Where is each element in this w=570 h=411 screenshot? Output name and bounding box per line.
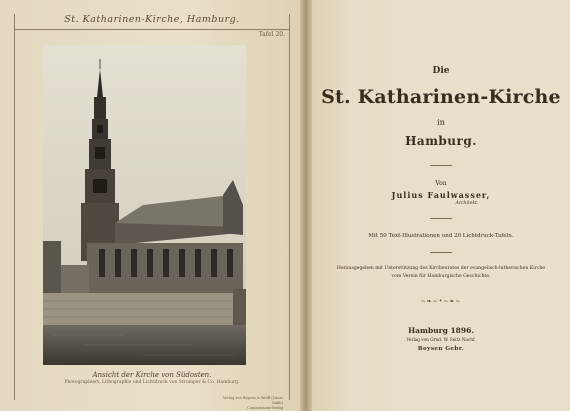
title-prefix: Die bbox=[432, 66, 450, 76]
header-rule bbox=[15, 29, 289, 30]
printer-line-2: Commissions-Verlag bbox=[247, 406, 283, 410]
plate-number: Tafel 20. bbox=[258, 31, 285, 38]
plate-caption: Ansicht der Kirche von Südosten. bbox=[92, 371, 212, 379]
author-divider bbox=[430, 218, 452, 219]
printer-note bbox=[213, 396, 283, 411]
illustrations-note: Mit 50 Text-Illustrationen und 20 Lichtdruck-Tafeln. bbox=[368, 233, 514, 239]
publisher-note-1: Herausgegeben mit Unterstützung des Kirchenrates der evangelisch-lutherischen Kirche bbox=[336, 266, 546, 271]
by-label: Von bbox=[435, 180, 447, 187]
illus-divider bbox=[430, 252, 452, 253]
title-city: Hamburg. bbox=[405, 134, 477, 148]
printer-line-1: Verlag von Boysen & Wolff (Lucas Gräfe) bbox=[222, 396, 283, 405]
place-year: Hamburg 1896. bbox=[408, 326, 474, 335]
title-divider bbox=[430, 165, 452, 166]
ornament-divider: ~❧~•~❧~ bbox=[420, 298, 462, 305]
title-in: in bbox=[437, 118, 445, 127]
author-role: Architekt. bbox=[455, 201, 479, 206]
book-title: St. Katharinen-Kirche bbox=[321, 86, 561, 108]
plate-frame bbox=[14, 14, 290, 410]
photo-credit: Photographiert, Lithographie und Lichtdruck von Strumper & Co. Hamburg. bbox=[64, 380, 240, 385]
publisher-imprint: Verlag von Grnd. W. Seitz Nachf. bbox=[406, 337, 476, 342]
plate-header: St. Katharinen-Kirche, Hamburg. bbox=[64, 14, 240, 25]
church-photograph bbox=[43, 45, 246, 365]
commission-publisher: Boysen Gebr. bbox=[417, 346, 465, 352]
publisher-note-2: vom Verein für Hamburgische Geschichte. bbox=[391, 274, 491, 279]
author-name: Julius Faulwasser, bbox=[391, 190, 491, 200]
title-page bbox=[312, 0, 570, 411]
